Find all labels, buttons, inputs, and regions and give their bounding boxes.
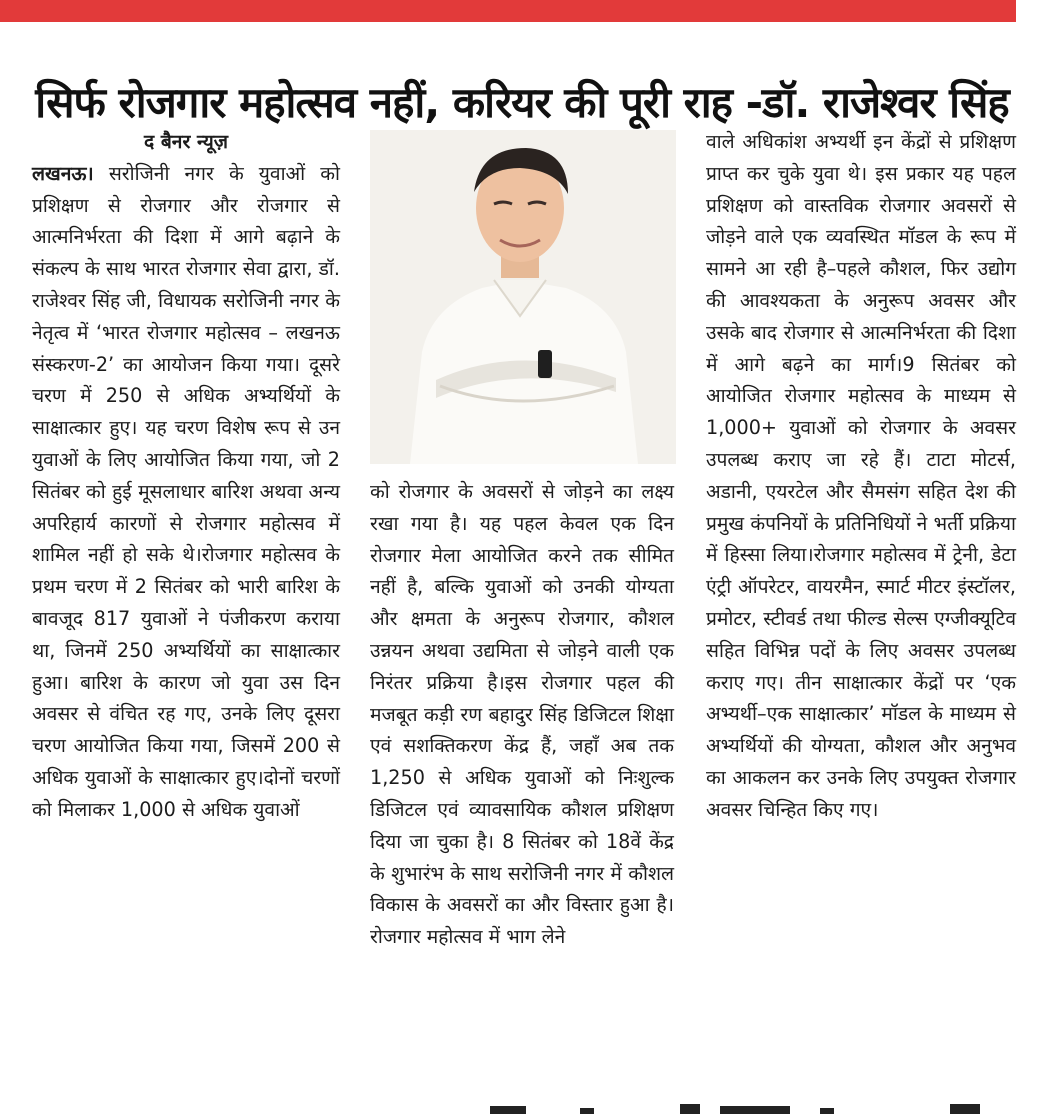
headline: सिर्फ रोजगार महोत्सव नहीं, करियर की पूरी राह -डॉ. राजेश्वर सिंह — [35, 77, 1009, 127]
article-column-1 — [32, 126, 340, 826]
column-3-body: वाले अधिकांश अभ्यर्थी इन केंद्रों से प्रशिक्षण प्राप्त कर चुके युवा थे। इस प्रकार यह पहल प्रशिक्षण को वास्तविक रोजगार अवसरों से जोड़ने वाले एक व्यवस्थित मॉडल के रूप में सामने आ रही है–पहले कौशल, फिर उद्योग की आवश्यकता के अनुरूप अवसर और उसके बाद रोजगार से आत्मनिर्भरता की दिशा में आगे बढ़ने का मार्ग।9 सितंबर को आयोजित रोजगार महोत्सव के माध्यम से 1,000+ युवाओं को रोजगार के अवसर उपलब्ध कराए जा रहे हैं। टाटा मोटर्स, अडानी, एयरटेल और सैमसंग सहित देश की प्रमुख कंपनियों के प्रतिनिधियों ने भर्ती प्रक्रिया में हिस्सा लिया।रोजगार महोत्सव में ट्रेनी, डेटा एंट्री ऑपरेटर, वायरमैन, स्मार्ट मीटर इंस्टॉलर, प्रमोटर, स्टीवर्ड तथा फील्ड सेल्स एग्जीक्यूटिव सहित विभिन्न पदों के लिए अवसर उपलब्ध कराए गए। तीन साक्षात्कार केंद्रों पर ‘एक अभ्यर्थी–एक साक्षात्कार’ मॉडल के माध्यम से अभ्यर्थियों की योग्यता, कौशल और अनुभव का आकलन कर उनके लिए उपयुक्त रोजगार अवसर चिन्हित किए गए। — [706, 130, 1016, 821]
article-column-3 — [706, 126, 1016, 826]
dateline: लखनऊ। — [32, 161, 94, 185]
column-2-body: को रोजगार के अवसरों से जोड़ने का लक्ष्य रखा गया है। यह पहल केवल एक दिन रोजगार मेला आयोजित करने तक सीमित नहीं है, बल्कि युवाओं को उनकी योग्यता और क्षमता के अनुरूप रोजगार, कौशल उन्नयन अथवा उद्यमिता से जोड़ने वाली एक निरंतर प्रक्रिया है।इस रोजगार पहल की मजबूत कड़ी रण बहादुर सिंह डिजिटल शिक्षा एवं सशक्तिकरण केंद्र हैं, जहाँ अब तक 1,250 से अधिक युवाओं को निःशुल्क डिजिटल एवं व्यावसायिक कौशल प्रशिक्षण दिया जा चुका है। 8 सितंबर को 18वें केंद्र के शुभारंभ के साथ सरोजिनी नगर में कौशल विकास के अवसरों का और विस्तार हुआ है।रोजगार महोत्सव में भाग लेने — [370, 480, 674, 949]
portrait-photo — [370, 130, 676, 464]
article-column-2 — [370, 476, 674, 953]
column-1-text — [32, 158, 340, 826]
byline: द बैनर न्यूज़ — [143, 130, 229, 153]
cropped-next-headline — [470, 1100, 1030, 1114]
accent-bar — [0, 0, 1016, 22]
column-1-body: सरोजिनी नगर के युवाओं को प्रशिक्षण से रोजगार और रोजगार से आत्मनिर्भरता की दिशा में आगे बढ़ाने के संकल्प के साथ भारत रोजगार सेवा द्वारा, डॉ. राजेश्वर सिंह जी, विधायक सरोजिनी नगर के नेतृत्व में ‘भारत रोजगार महोत्सव – लखनऊ संस्करण-2’ का आयोजन किया गया। दूसरे चरण में 250 से अधिक अभ्यर्थियों के साक्षात्कार हुए। यह चरण विशेष रूप से उन युवाओं के लिए आयोजित किया गया, जो 2 सितंबर को हुई मूसलाधार बारिश अथवा अन्य अपरिहार्य कारणों से रोजगार महोत्सव में शामिल नहीं हो सके थे।रोजगार महोत्सव के प्रथम चरण में 2 सितंबर को भारी बारिश के बावजूद 817 युवाओं ने पंजीकरण कराया था, जिनमें 250 अभ्यर्थियों का साक्षात्कार हुआ। बारिश के कारण जो युवा उस दिन अवसर से वंचित रह गए, उनके लिए दूसरा चरण आयोजित किया गया, जिसमें 200 से अधिक युवाओं के साक्षात्कार हुए।दोनों चरणों को मिलाकर 1,000 से अधिक युवाओं — [32, 161, 340, 821]
